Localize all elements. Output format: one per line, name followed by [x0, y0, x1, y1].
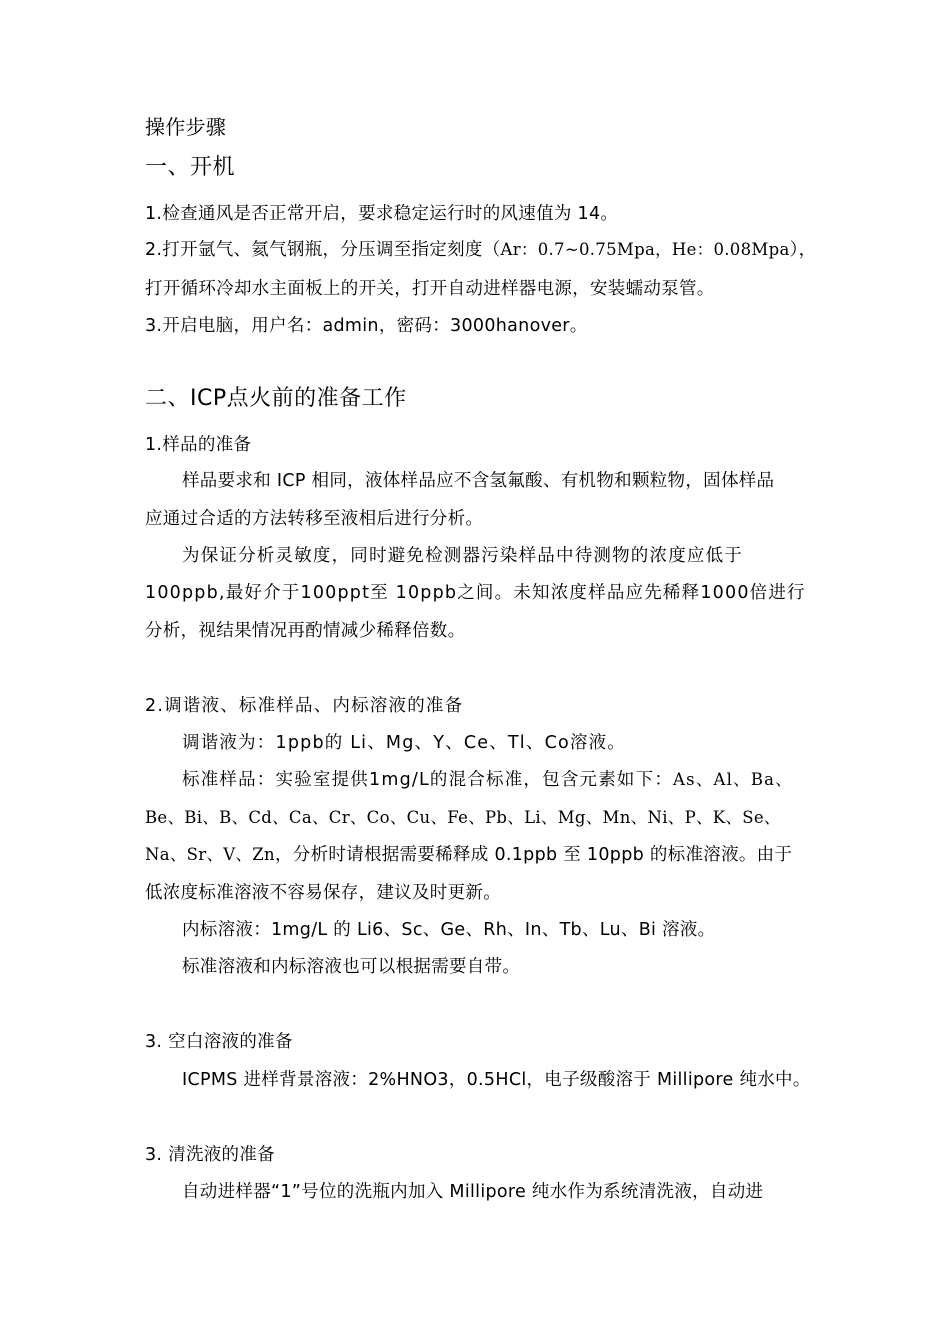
wash-text: 自动进样器“1”号位的洗瓶内加入 Millipore 纯水作为系统清洗液，自动进	[182, 1182, 764, 1202]
doc-title: 操作步骤	[145, 115, 227, 139]
standard-intro: 标准样品：实验室提供1mg/L的混合标准，包含元素如下：	[182, 770, 674, 790]
standard-line3	[145, 843, 792, 867]
blank-heading: 3. 空白溶液的准备	[145, 1032, 293, 1052]
internal-standard-text: 内标溶液：1mg/L 的 Li6、Sc、Ge、Rh、In、Tb、Lu、Bi 溶液。	[182, 920, 716, 940]
step1-text: 1.检查通风是否正常开启，要求稳定运行时的风速值为 14。	[145, 204, 619, 224]
step2-line2: 打开循环冷却水主面板上的开关，打开自动进样器电源，安装蠕动泵管。	[145, 279, 715, 299]
standard-line2: Be、Bi、B、Cd、Ca、Cr、Co、Cu、Fe、Pb、Li、Mg、Mn、Ni、P、K、Se、	[145, 808, 781, 827]
step3-text: 3.开启电脑，用户名：admin，密码：3000hanover。	[145, 316, 588, 336]
standard-line4: 低浓度标准溶液不容易保存，建议及时更新。	[145, 883, 501, 903]
sample-heading: 1.样品的准备	[145, 435, 252, 455]
step2-part-c: ），	[789, 240, 817, 260]
step2-line1	[145, 238, 816, 262]
sample-paragraph1-line2: 应通过合适的方法转移至液相后进行分析。	[145, 509, 484, 529]
standard-elements-start: As、Al、Ba、	[673, 770, 793, 789]
sample-paragraph2-line2: 100ppb,最好介于100ppt至 10ppb之间。未知浓度样品应先稀释1000倍进行	[145, 583, 806, 603]
sample-paragraph2-line1: 为保证分析灵敏度，同时避免检测器污染样品中待测物的浓度应低于	[182, 546, 743, 566]
self-bring-text: 标准溶液和内标溶液也可以根据需要自带。	[182, 957, 521, 977]
standard-elements-end: Na、Sr、V、Zn	[145, 845, 275, 864]
standard-dilution-text: ，分析时请根据需要稀释成 0.1ppb 至 10ppb 的标准溶液。由于	[274, 845, 793, 865]
step2-pressure-values: Ar：0.7~0.75Mpa，He：0.08Mpa	[500, 240, 790, 259]
standard-line1	[182, 768, 793, 792]
wash-heading: 3. 清洗液的准备	[145, 1145, 275, 1165]
tuning-heading: 2.调谐液、标准样品、内标溶液的准备	[145, 696, 464, 716]
sample-paragraph1-line1: 样品要求和 ICP 相同，液体样品应不含氢氟酸、有机物和颗粒物，固体样品	[182, 471, 775, 491]
step2-part-a: 2.打开氩气、氦气钢瓶，分压调至指定刻度（	[145, 240, 501, 260]
tuning-text: 调谐液为：1ppb的 Li、Mg、Y、Ce、Tl、Co溶液。	[182, 733, 626, 753]
blank-text: ICPMS 进样背景溶液：2%HNO3，0.5HCl，电子级酸溶于 Millipore 纯水中。	[182, 1070, 811, 1090]
section2-heading: 二、ICP点火前的准备工作	[145, 386, 407, 411]
sample-paragraph2-line3: 分析，视结果情况再酌情减少稀释倍数。	[145, 621, 466, 641]
section1-heading: 一、开机	[145, 155, 236, 180]
